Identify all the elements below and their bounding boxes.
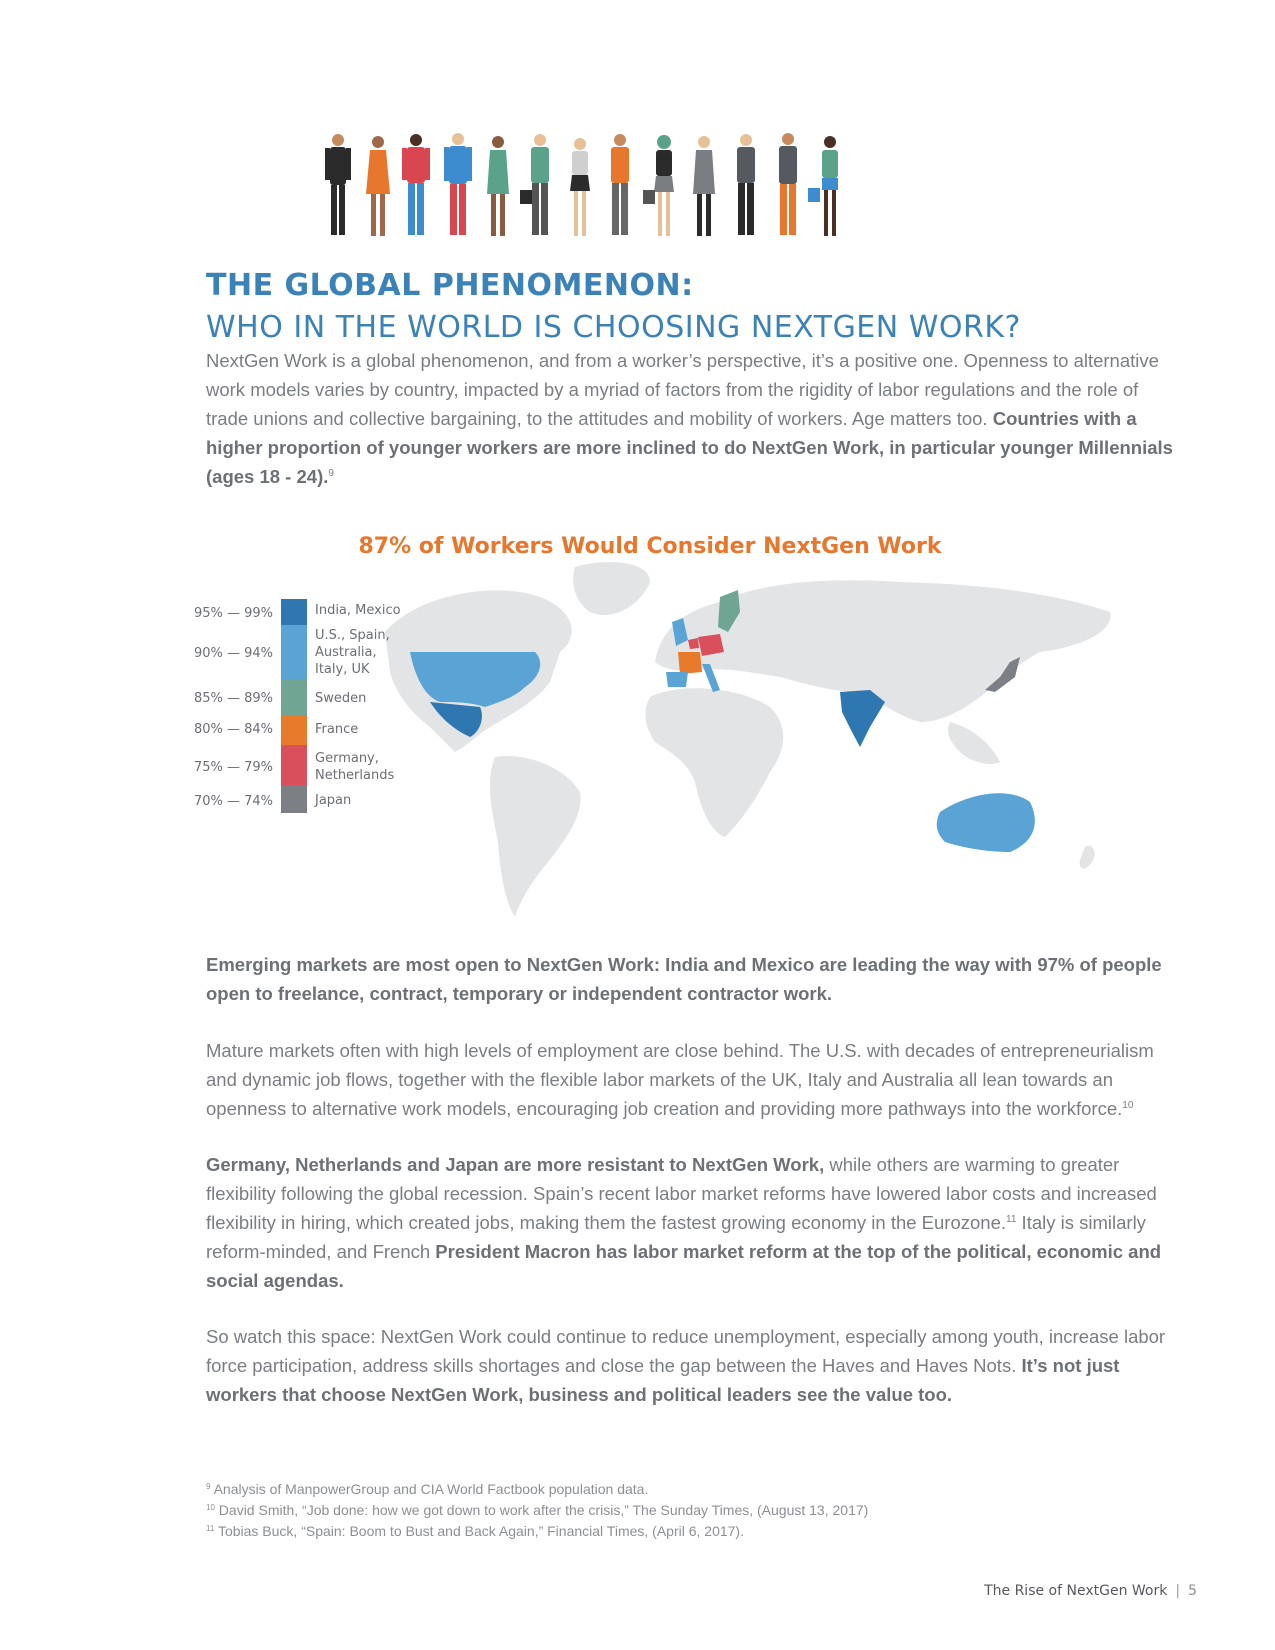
- legend-swatch-3: [281, 679, 307, 715]
- person-figure-2: [366, 136, 390, 236]
- legend-range-5: 75% — 79%: [193, 760, 273, 775]
- emerging-markets-paragraph: [206, 950, 1181, 1008]
- page-number: 5: [1188, 1583, 1197, 1599]
- map-greenland-land: [573, 562, 650, 615]
- legend-range-2: 90% — 94%: [193, 646, 273, 661]
- footnote-11: $^{11}$ Tobias Buck, “Spain: Boom to Bust and Back Again,” Financial Times, (April 6, 2017).: [206, 1523, 744, 1539]
- map-spain-region: [666, 672, 688, 687]
- resistant-markets-paragraph: [206, 1150, 1181, 1295]
- map-south-america-land: [490, 756, 581, 917]
- person-figure-9: [643, 135, 674, 236]
- map-title: 87% of Workers Would Consider NextGen Work: [358, 534, 942, 559]
- person-figure-10: [693, 136, 715, 236]
- legend-range-6: 70% — 74%: [193, 794, 273, 809]
- footnotes: [206, 1479, 1106, 1542]
- mature-markets-paragraph: [206, 1036, 1181, 1123]
- map-france-region: [678, 652, 702, 674]
- legend-label-5: Germany, Netherlands: [315, 751, 395, 783]
- map-southeast-asia-land: [948, 722, 1000, 764]
- intro-bold-text: Countries with a higher proportion of younger workers are more inclined to do NextGen Work, in particular younger Millennials (ages 18 - 24).: [206, 408, 1173, 487]
- page-title: THE GLOBAL PHENOMENON:: [206, 268, 694, 303]
- map-india-region: [840, 690, 885, 747]
- legend-swatch-4: [281, 715, 307, 745]
- person-figure-12: [779, 133, 797, 235]
- watch-this-space-paragraph: [206, 1322, 1181, 1409]
- watch-text: So watch this space: NextGen Work could continue to reduce unemployment, especially among youth, increase labor force participation, address skills shortages and close the gap between the Haves and Haves Nots.: [206, 1326, 1166, 1376]
- legend-label-4: France: [315, 722, 359, 737]
- emerging-markets-bold-text: Emerging markets are most open to NextGen Work: India and Mexico are leading the way with 97% of people open to freelance, contract, temporary or independent contractor work.: [206, 954, 1162, 1004]
- footnote-ref-9: 9: [328, 468, 334, 479]
- mature-markets-text: Mature markets often with high levels of employment are close behind. The U.S. with decades of entrepreneurialism and dynamic job flows, together with the flexible labor markets of the UK, Italy and Australia all lean towards an openness to alternative work models, encouraging job creation and providing more pathways into the workforce.: [206, 1040, 1154, 1119]
- legend-label-6: Japan: [315, 793, 352, 808]
- legend-range-1: 95% — 99%: [193, 606, 273, 621]
- person-figure-3: [402, 134, 430, 235]
- watch-bold-text: It’s not just workers that choose NextGen Work, business and political leaders see the value too.: [206, 1355, 1120, 1405]
- footnote-9: $^9$ Analysis of ManpowerGroup and CIA World Factbook population data.: [206, 1481, 649, 1497]
- legend-range-4: 80% — 84%: [193, 722, 273, 737]
- footer-separator: |: [1175, 1583, 1181, 1599]
- legend-label-1: India, Mexico: [315, 603, 401, 618]
- person-figure-7: [570, 138, 590, 236]
- legend-range-3: 85% — 89%: [193, 691, 273, 706]
- page-footer: [984, 1583, 1197, 1599]
- person-figure-13: [808, 136, 838, 236]
- person-figure-6: [520, 134, 549, 235]
- legend-swatch-5: [281, 745, 307, 785]
- legend-swatch-2: [281, 625, 307, 679]
- map-africa-land: [645, 688, 783, 837]
- legend-swatch-1: [281, 599, 307, 625]
- person-figure-11: [737, 134, 755, 235]
- resistant-bold-text: Germany, Netherlands and Japan are more resistant to NextGen Work,: [206, 1154, 825, 1175]
- map-legend: [188, 603, 428, 844]
- resistant-text-2: Italy is similarly reform-minded, and French: [206, 1212, 1146, 1262]
- legend-label-2: U.S., Spain, Australia, Italy, UK: [315, 628, 390, 677]
- macron-bold-text: President Macron has labor market reform at the top of the political, economic and social agendas.: [206, 1241, 1162, 1291]
- map-nz-land: [1080, 846, 1095, 869]
- legend-label-3: Sweden: [315, 691, 367, 706]
- footer-title: The Rise of NextGen Work: [984, 1583, 1168, 1599]
- page-subtitle: WHO IN THE WORLD IS CHOOSING NEXTGEN WORK?: [206, 310, 1021, 345]
- footnote-ref-11: 11: [1006, 1214, 1017, 1225]
- people-illustration: [318, 130, 893, 250]
- person-figure-1: [325, 134, 351, 235]
- person-figure-5: [487, 136, 509, 236]
- person-figure-8: [611, 134, 629, 235]
- footnote-ref-10: 10: [1122, 1100, 1134, 1111]
- map-australia-region: [937, 793, 1035, 852]
- footnote-10: $^{10}$ David Smith, “Job done: how we got down to work after the crisis,” The Sunday Times, (August 13, 2017): [206, 1502, 869, 1518]
- legend-swatch-6: [281, 785, 307, 813]
- map-germany-region: [698, 634, 724, 656]
- resistant-text-1: while others are warming to greater flexibility following the global recession. Spain’s recent labor market reforms have lowered labor costs and increased flexibility in hiring, which created jobs, making them the fastest growing economy in the Eurozone.: [206, 1154, 1157, 1233]
- intro-paragraph: [206, 346, 1181, 491]
- person-figure-4: [444, 133, 472, 235]
- intro-text: NextGen Work is a global phenomenon, and from a worker’s perspective, it’s a positive one. Openness to alternative work models varies by country, impacted by a myriad of factors from the rigidity of labor regulations and the role of trade unions and collective bargaining, to the attitudes and mobility of workers. Age matters too.: [206, 350, 1159, 429]
